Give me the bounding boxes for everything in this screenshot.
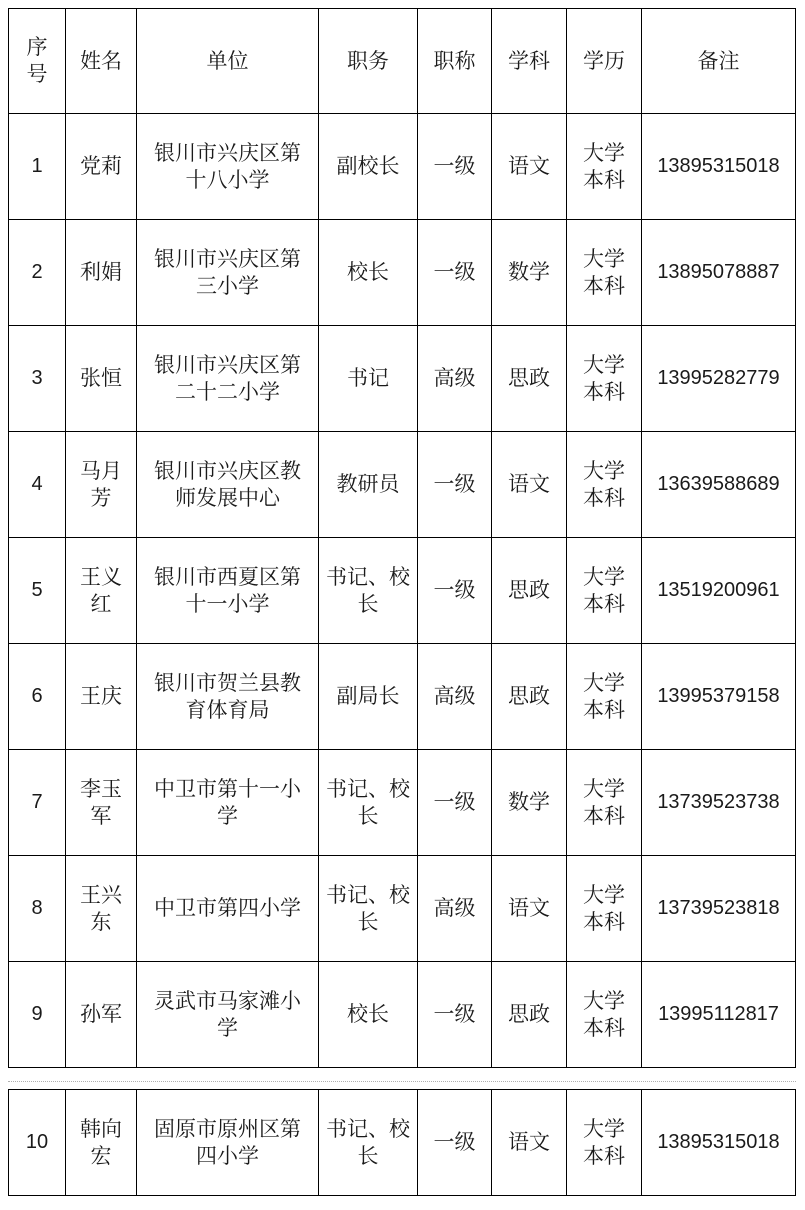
cell-subject: 思政: [492, 538, 567, 644]
cell-subject: 语文: [492, 432, 567, 538]
cell-position: 书记、校长: [319, 1090, 418, 1196]
cell-unit: 灵武市马家滩小学: [137, 962, 319, 1068]
staff-table: [8, 8, 796, 1068]
cell-title: 一级: [418, 538, 492, 644]
header-title: 职称: [418, 9, 492, 114]
cell-remark: 13895315018: [642, 114, 796, 220]
cell-seq: 2: [9, 220, 66, 326]
table-row: [9, 750, 796, 856]
header-remark: 备注: [642, 9, 796, 114]
cell-subject: 语文: [492, 1090, 567, 1196]
header-seq: 序号: [9, 9, 66, 114]
cell-name: 李玉军: [66, 750, 137, 856]
header-unit: 单位: [137, 9, 319, 114]
cell-education: 大学本科: [567, 750, 642, 856]
cell-seq: 6: [9, 644, 66, 750]
cell-title: 一级: [418, 962, 492, 1068]
header-subject: 学科: [492, 9, 567, 114]
header-position: 职务: [319, 9, 418, 114]
cell-remark: 13995112817: [642, 962, 796, 1068]
table-header-row: [9, 9, 796, 114]
staff-table-continued: [8, 1089, 796, 1196]
cell-education: 大学本科: [567, 962, 642, 1068]
cell-remark: 13519200961: [642, 538, 796, 644]
cell-title: 一级: [418, 114, 492, 220]
cell-education: 大学本科: [567, 326, 642, 432]
table-row: [9, 432, 796, 538]
cell-subject: 思政: [492, 962, 567, 1068]
table-row: [9, 644, 796, 750]
cell-name: 孙军: [66, 962, 137, 1068]
cell-unit: 中卫市第四小学: [137, 856, 319, 962]
cell-remark: 13739523738: [642, 750, 796, 856]
cell-remark: 13639588689: [642, 432, 796, 538]
cell-unit: 银川市兴庆区第三小学: [137, 220, 319, 326]
cell-name: 党莉: [66, 114, 137, 220]
cell-name: 王兴东: [66, 856, 137, 962]
cell-position: 书记、校长: [319, 856, 418, 962]
table-row: [9, 114, 796, 220]
cell-name: 王义红: [66, 538, 137, 644]
cell-title: 一级: [418, 220, 492, 326]
cell-unit: 银川市兴庆区第二十二小学: [137, 326, 319, 432]
cell-title: 高级: [418, 644, 492, 750]
cell-unit: 银川市兴庆区教师发展中心: [137, 432, 319, 538]
cell-education: 大学本科: [567, 644, 642, 750]
table-row: [9, 1090, 796, 1196]
cell-name: 张恒: [66, 326, 137, 432]
cell-seq: 1: [9, 114, 66, 220]
cell-remark: 13895315018: [642, 1090, 796, 1196]
cell-education: 大学本科: [567, 114, 642, 220]
cell-seq: 4: [9, 432, 66, 538]
header-education: 学历: [567, 9, 642, 114]
cell-name: 王庆: [66, 644, 137, 750]
cell-education: 大学本科: [567, 220, 642, 326]
cell-title: 高级: [418, 856, 492, 962]
cell-position: 校长: [319, 962, 418, 1068]
cell-remark: 13739523818: [642, 856, 796, 962]
table-row: [9, 326, 796, 432]
table-row: [9, 538, 796, 644]
cell-subject: 数学: [492, 750, 567, 856]
cell-remark: 13895078887: [642, 220, 796, 326]
cell-subject: 语文: [492, 856, 567, 962]
cell-seq: 7: [9, 750, 66, 856]
cell-subject: 语文: [492, 114, 567, 220]
cell-education: 大学本科: [567, 1090, 642, 1196]
cell-title: 一级: [418, 1090, 492, 1196]
cell-subject: 思政: [492, 644, 567, 750]
cell-title: 一级: [418, 432, 492, 538]
table-row: [9, 856, 796, 962]
cell-unit: 银川市兴庆区第十八小学: [137, 114, 319, 220]
cell-unit: 银川市贺兰县教育体育局: [137, 644, 319, 750]
cell-education: 大学本科: [567, 432, 642, 538]
cell-position: 校长: [319, 220, 418, 326]
cell-seq: 3: [9, 326, 66, 432]
cell-unit: 中卫市第十一小学: [137, 750, 319, 856]
cell-seq: 9: [9, 962, 66, 1068]
cell-title: 高级: [418, 326, 492, 432]
cell-subject: 数学: [492, 220, 567, 326]
cell-name: 马月芳: [66, 432, 137, 538]
table-row: [9, 962, 796, 1068]
cell-subject: 思政: [492, 326, 567, 432]
cell-seq: 10: [9, 1090, 66, 1196]
cell-remark: 13995282779: [642, 326, 796, 432]
cell-name: 利娟: [66, 220, 137, 326]
cell-position: 书记: [319, 326, 418, 432]
cell-position: 书记、校长: [319, 750, 418, 856]
header-name: 姓名: [66, 9, 137, 114]
cell-position: 书记、校长: [319, 538, 418, 644]
cell-seq: 5: [9, 538, 66, 644]
cell-unit: 银川市西夏区第十一小学: [137, 538, 319, 644]
cell-title: 一级: [418, 750, 492, 856]
page-break-divider: [8, 1081, 796, 1082]
cell-name: 韩向宏: [66, 1090, 137, 1196]
cell-unit: 固原市原州区第四小学: [137, 1090, 319, 1196]
table-row: [9, 220, 796, 326]
cell-remark: 13995379158: [642, 644, 796, 750]
cell-position: 副校长: [319, 114, 418, 220]
cell-position: 副局长: [319, 644, 418, 750]
cell-education: 大学本科: [567, 538, 642, 644]
cell-seq: 8: [9, 856, 66, 962]
cell-position: 教研员: [319, 432, 418, 538]
cell-education: 大学本科: [567, 856, 642, 962]
